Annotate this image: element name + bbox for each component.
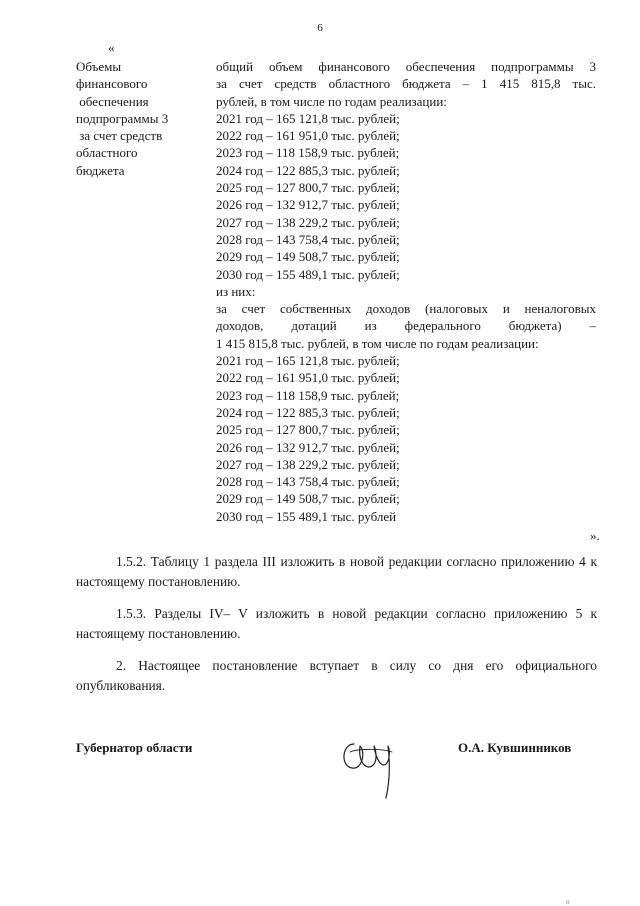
intro-line: за счет средств областного бюджета – 1 415 815,8 тыс. — [216, 76, 596, 92]
label-line: за счет средств — [76, 128, 163, 144]
of-which-line: из них: — [216, 283, 256, 299]
intro-line: рублей, в том числе по годам реализации: — [216, 93, 447, 109]
year-amount-line: 2028 год – 143 758,4 тыс. рублей; — [216, 474, 400, 490]
paragraph-1-5-3: 1.5.3. Разделы IV– V изложить в новой редакции согласно приложению 5 к настоящему постановлению. — [76, 606, 597, 641]
year-amount-line: 2022 год – 161 951,0 тыс. рублей; — [216, 128, 400, 144]
year-amount-line: 2026 год – 132 912,7 тыс. рублей; — [216, 439, 400, 455]
corner-mark: п — [566, 898, 570, 906]
closing-quote: ». — [590, 528, 600, 543]
label-line: подпрограммы 3 — [76, 110, 169, 126]
year-amount-line: 2026 год – 132 912,7 тыс. рублей; — [216, 197, 400, 213]
year-amount-line: 2021 год – 165 121,8 тыс. рублей; — [216, 353, 400, 369]
year-amount-line: 2023 год – 118 158,9 тыс. рублей; — [216, 387, 400, 403]
year-amount-line: 2028 год – 143 758,4 тыс. рублей; — [216, 231, 400, 247]
year-amount-line: 2030 год – 155 489,1 тыс. рублей — [216, 508, 397, 524]
page-number: 6 — [317, 22, 323, 34]
label-line: бюджета — [76, 162, 125, 178]
year-amount-line: 2029 год – 149 508,7 тыс. рублей; — [216, 491, 400, 507]
year-amount-line: 2024 год – 122 885,3 тыс. рублей; — [216, 162, 400, 178]
year-amount-line: 2023 год – 118 158,9 тыс. рублей; — [216, 145, 400, 161]
year-amount-line: 2022 год – 161 951,0 тыс. рублей; — [216, 370, 400, 386]
own-revenue-line: 1 415 815,8 тыс. рублей, в том числе по годам реализации: — [216, 335, 539, 351]
signature-image — [336, 722, 398, 804]
year-amount-line: 2025 год – 127 800,7 тыс. рублей; — [216, 422, 400, 438]
opening-quote: « — [108, 40, 115, 55]
year-amount-line: 2029 год – 149 508,7 тыс. рублей; — [216, 249, 400, 265]
year-amount-line: 2024 год – 122 885,3 тыс. рублей; — [216, 404, 400, 420]
year-amount-line: 2027 год – 138 229,2 тыс. рублей; — [216, 214, 400, 230]
label-line: финансового — [76, 76, 148, 92]
year-amount-line: 2021 год – 165 121,8 тыс. рублей; — [216, 110, 400, 126]
label-line: обеспечения — [76, 93, 149, 109]
label-line: областного — [76, 145, 138, 161]
intro-line: общий объем финансового обеспечения подпрограммы 3 — [216, 59, 596, 74]
year-amount-line: 2027 год – 138 229,2 тыс. рублей; — [216, 456, 400, 472]
paragraph-1-5-2: 1.5.2. Таблицу 1 раздела III изложить в новой редакции согласно приложению 4 к настоящему постановлению. — [76, 554, 597, 589]
signatory-title: Губернатор области — [76, 740, 193, 755]
passport-value-column — [216, 58, 596, 525]
year-amount-line: 2025 год – 127 800,7 тыс. рублей; — [216, 180, 400, 196]
year-amount-line: 2030 год – 155 489,1 тыс. рублей; — [216, 266, 400, 282]
body-paragraphs — [76, 552, 597, 708]
own-revenue-line: за счет собственных доходов (налоговых и неналоговых — [216, 301, 596, 317]
own-revenue-line: доходов, дотаций из федерального бюджета) – — [216, 318, 596, 334]
passport-label-column — [76, 58, 206, 179]
signatory-name: О.А. Кувшинников — [458, 740, 572, 755]
paragraph-2: 2. Настоящее постановление вступает в силу со дня его официального опубликования. — [76, 658, 597, 693]
label-line: Объемы — [76, 59, 122, 74]
